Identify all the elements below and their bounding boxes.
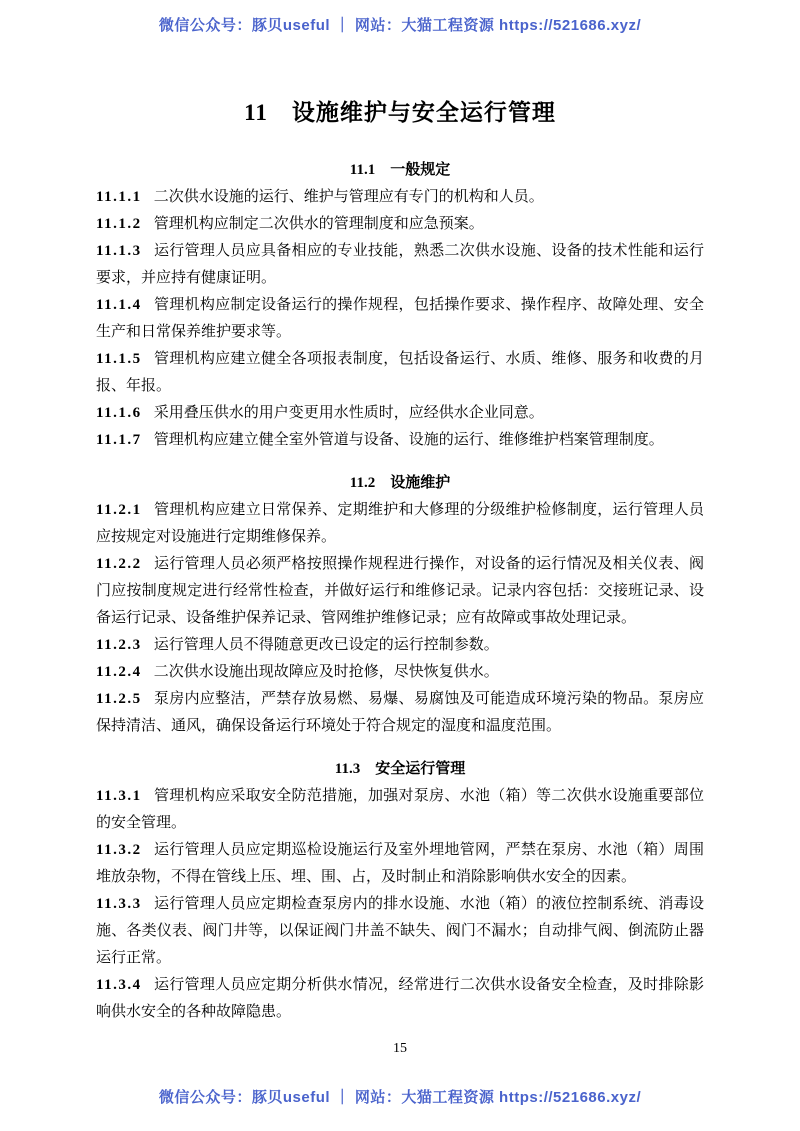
- footer-watermark: 微信公众号：豚贝useful ｜ 网站：大猫工程资源 https://521686.xyz/: [158, 1089, 642, 1106]
- clause-item: [96, 686, 704, 740]
- page-number: 15: [393, 1041, 407, 1056]
- clause-text: 泵房内应整洁，严禁存放易燃、易爆、易腐蚀及可能造成环境污染的物品。泵房应保持清洁、通风，确保设备运行环境处于符合规定的湿度和温度范围。: [96, 691, 704, 734]
- clause-number: 11.2.4: [96, 664, 142, 680]
- section-heading: 11.3 安全运行管理: [334, 761, 466, 777]
- clause-item: [96, 427, 704, 454]
- clause-item: [96, 238, 704, 292]
- clause-number: 11.1.4: [96, 297, 142, 313]
- clause-text: 二次供水设施的运行、维护与管理应有专门的机构和人员。: [153, 189, 544, 205]
- document-body: [96, 157, 704, 1026]
- clause-text: 采用叠压供水的用户变更用水性质时，应经供水企业同意。: [153, 405, 544, 421]
- clause-number: 11.1.3: [96, 243, 142, 259]
- clause-text: 运行管理人员应具备相应的专业技能，熟悉二次供水设施、设备的技术性能和运行要求，并应持有健康证明。: [96, 243, 704, 286]
- clause-number: 11.3.1: [96, 788, 142, 804]
- clause-number: 11.1.1: [96, 189, 142, 205]
- clause-text: 运行管理人员应定期巡检设施运行及室外埋地管网，严禁在泵房、水池（箱）周围堆放杂物，不得在管线上压、埋、围、占，及时制止和消除影响供水安全的因素。: [96, 842, 704, 885]
- chapter-title: 11 设施维护与安全运行管理: [244, 100, 556, 125]
- clause-item: [96, 211, 704, 238]
- clause-item: [96, 891, 704, 972]
- clause-number: 11.1.6: [96, 405, 142, 421]
- clause-number: 11.1.5: [96, 351, 142, 367]
- clause-number: 11.1.2: [96, 216, 142, 232]
- clause-item: [96, 632, 704, 659]
- header-watermark: 微信公众号：豚贝useful ｜ 网站：大猫工程资源 https://521686.xyz/: [158, 17, 642, 34]
- clause-item: [96, 972, 704, 1026]
- clause-number: 11.2.1: [96, 502, 142, 518]
- clause-text: 管理机构应建立健全室外管道与设备、设施的运行、维修维护档案管理制度。: [153, 432, 664, 448]
- clause-item: [96, 497, 704, 551]
- clause-text: 管理机构应采取安全防范措施，加强对泵房、水池（箱）等二次供水设施重要部位的安全管理。: [96, 788, 704, 831]
- clause-text: 运行管理人员应定期检查泵房内的排水设施、水池（箱）的液位控制系统、消毒设施、各类仪表、阀门井等，以保证阀门井盖不缺失、阀门不漏水；自动排气阀、倒流防止器运行正常。: [96, 896, 704, 966]
- clause-text: 二次供水设施出现故障应及时抢修，尽快恢复供水。: [153, 664, 499, 680]
- clause-number: 11.2.2: [96, 556, 142, 572]
- clause-text: 运行管理人员必须严格按照操作规程进行操作，对设备的运行情况及相关仪表、阀门应按制度规定进行经常性检查，并做好运行和维修记录。记录内容包括：交接班记录、设备运行记录、设备维护保养记录、管网维护维修记录；应有故障或事故处理记录。: [96, 556, 704, 626]
- clause-text: 管理机构应建立日常保养、定期维护和大修理的分级维护检修制度，运行管理人员应按规定对设施进行定期维修保养。: [96, 502, 704, 545]
- clause-text: 运行管理人员不得随意更改已设定的运行控制参数。: [153, 637, 499, 653]
- clause-item: [96, 400, 704, 427]
- clause-number: 11.1.7: [96, 432, 142, 448]
- clause-item: [96, 184, 704, 211]
- clause-number: 11.2.5: [96, 691, 142, 707]
- clause-number: 11.3.2: [96, 842, 142, 858]
- clause-item: [96, 659, 704, 686]
- section-heading: 11.1 一般规定: [349, 162, 451, 178]
- clause-item: [96, 346, 704, 400]
- clause-number: 11.3.4: [96, 977, 142, 993]
- clause-text: 管理机构应建立健全各项报表制度，包括设备运行、水质、维修、服务和收费的月报、年报。: [96, 351, 704, 394]
- clause-text: 管理机构应制定设备运行的操作规程，包括操作要求、操作程序、故障处理、安全生产和日常保养维护要求等。: [96, 297, 704, 340]
- clause-item: [96, 783, 704, 837]
- clause-item: [96, 837, 704, 891]
- clause-number: 11.2.3: [96, 637, 142, 653]
- clause-number: 11.3.3: [96, 896, 142, 912]
- clause-text: 管理机构应制定二次供水的管理制度和应急预案。: [153, 216, 484, 232]
- clause-item: [96, 292, 704, 346]
- section-heading: 11.2 设施维护: [349, 475, 451, 491]
- clause-item: [96, 551, 704, 632]
- clause-text: 运行管理人员应定期分析供水情况，经常进行二次供水设备安全检查，及时排除影响供水安全的各种故障隐患。: [96, 977, 704, 1020]
